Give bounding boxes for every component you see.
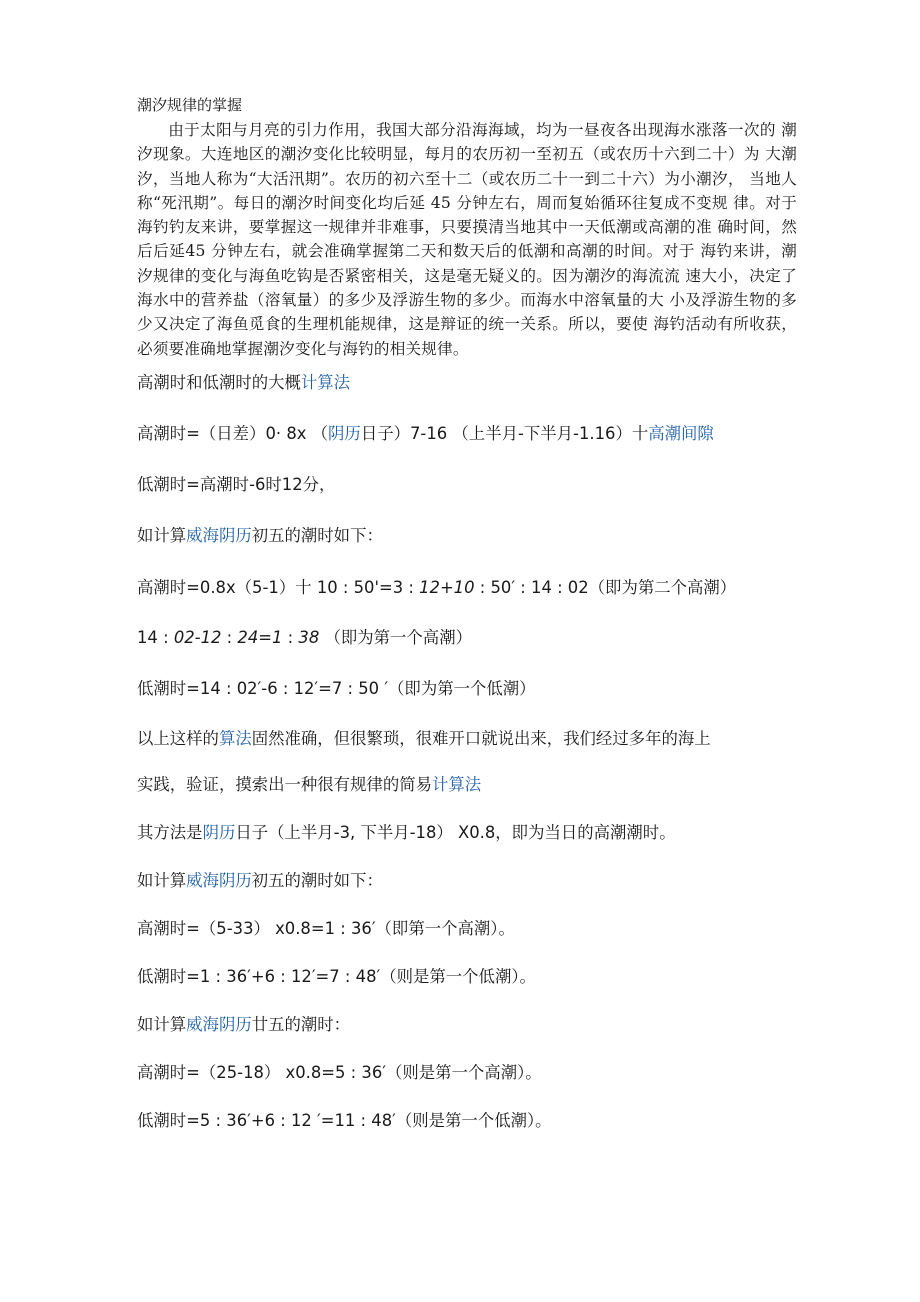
document-title: 潮汐规律的掌握 xyxy=(137,96,243,114)
example-high-tide-calc xyxy=(137,575,797,600)
calc-italic: 24=1 xyxy=(237,627,283,647)
body-text: 固然准确，但很繁琐，很难开口就说出来，我们经过多年的海上 xyxy=(251,728,711,748)
formula-low-tide: 低潮时=高潮时-6时12分， xyxy=(137,474,336,494)
example-heading xyxy=(137,524,797,548)
section-heading-text: 高潮时和低潮时的大概 xyxy=(137,372,301,392)
calc-text: 14 : xyxy=(137,627,174,647)
calc-text: : xyxy=(221,627,238,647)
formula-text: 日子）7-16 （上半月-下半月-1.16）十 xyxy=(360,423,649,443)
simplified-intro-line2 xyxy=(137,773,797,797)
intro-paragraph: 由于太阳与月亮的引力作用，我国大部分沿海海域，均为一昼夜各出现海水涨落一次的 潮汐现象。大连地区的潮汐变化比较明显，每月的农历初一至初五（或农历十六到二十）为 大潮汐，当地人称为“大活汛期”。农历的初六至十二（或农历二十一到二十六）为小潮汐， 当地人称“死汛期”。每日的潮汐时间变化均后延 45 分钟左右，周而复始循环往复成不变规 律。对于海钓钓友来讲，要掌握这一规律并非难事，只要摸清当地其中一天低潮或高潮的准 确时间，然后后延45 分钟左右，就会准确掌握第二天和数天后的低潮和高潮的时间。对于 海钓来讲，潮汐规律的变化与海鱼吃钩是否紧密相关，这是毫无疑义的。因为潮汐的海流流 速大小，决定了海水中的营养盐（溶氧量）的多少及浮游生物的多少。而海水中溶氧量的大 小及浮游生物的多少又决定了海鱼觅食的生理机能规律，这是辩证的统一关系。所以，要使 海钓活动有所收获，必须要准确地掌握潮汐变化与海钓的相关规律。 xyxy=(137,121,797,358)
link-calculation-method[interactable]: 计算法 xyxy=(300,372,351,392)
link-weihai-lunar[interactable]: 威海阴历 xyxy=(186,870,252,890)
calc-italic: 12+10 xyxy=(419,577,475,597)
link-weihai-lunar[interactable]: 威海阴历 xyxy=(186,525,252,545)
calc-text: : 50′ : 14 : 02（即为第二个高潮） xyxy=(474,577,737,597)
link-lunar-calendar[interactable]: 阴历 xyxy=(328,423,361,443)
section-heading xyxy=(137,371,797,395)
example-text: 如计算 xyxy=(137,1014,187,1034)
example-first-low-tide: 低潮时=14 : 02′-6 : 12′=7 : 50 ′（即为第一个低潮） xyxy=(137,678,536,698)
example2-low-tide: 低潮时=1 : 36′+6 : 12′=7 : 48′（则是第一个低潮）。 xyxy=(137,966,536,986)
body-text: 以上这样的 xyxy=(137,728,219,748)
simplified-intro-line1 xyxy=(137,727,797,751)
example-first-high-tide xyxy=(137,626,797,650)
link-algorithm[interactable]: 算法 xyxy=(218,728,252,748)
example-text: 初五的潮时如下： xyxy=(251,870,383,890)
body-text: 日子（上半月-3, 下半月-18） X0.8，即为当日的高潮潮时。 xyxy=(235,822,676,842)
example3-high-tide: 高潮时=（25-18） x0.8=5 : 36′（则是第一个高潮）。 xyxy=(137,1062,542,1082)
example3-low-tide: 低潮时=5 : 36′+6 : 12 ′=11 : 48′（则是第一个低潮）。 xyxy=(137,1110,552,1130)
example-text: 廿五的潮时： xyxy=(251,1014,351,1034)
calc-italic: 38 xyxy=(298,627,320,647)
link-lunar-calendar[interactable]: 阴历 xyxy=(202,822,236,842)
calc-text: : xyxy=(282,627,299,647)
link-calculation-method[interactable]: 计算法 xyxy=(432,774,482,794)
body-text: 其方法是 xyxy=(137,822,203,842)
link-weihai-lunar[interactable]: 威海阴历 xyxy=(186,1014,252,1034)
calc-text: 高潮时=0.8x（5-1）十 10 : 50'=3 : xyxy=(137,577,420,597)
link-high-tide-interval[interactable]: 高潮间隙 xyxy=(648,423,714,443)
example2-heading xyxy=(137,869,797,893)
document-page xyxy=(137,94,797,1133)
example-text: 如计算 xyxy=(137,870,187,890)
body-text: 实践，验证，摸索出一种很有规律的简易 xyxy=(137,774,433,794)
formula-text: 高潮时=（日差）0· 8x （ xyxy=(137,423,329,443)
example3-heading xyxy=(137,1013,797,1037)
example-text: 初五的潮时如下： xyxy=(251,525,383,545)
example-text: 如计算 xyxy=(137,525,187,545)
formula-high-tide xyxy=(137,422,797,446)
calc-text: （即为第一个高潮） xyxy=(319,627,472,647)
example2-high-tide: 高潮时=（5-33） x0.8=1 : 36′（即第一个高潮）。 xyxy=(137,918,515,938)
calc-italic: 02-12 xyxy=(173,627,222,647)
simplified-method xyxy=(137,821,797,845)
